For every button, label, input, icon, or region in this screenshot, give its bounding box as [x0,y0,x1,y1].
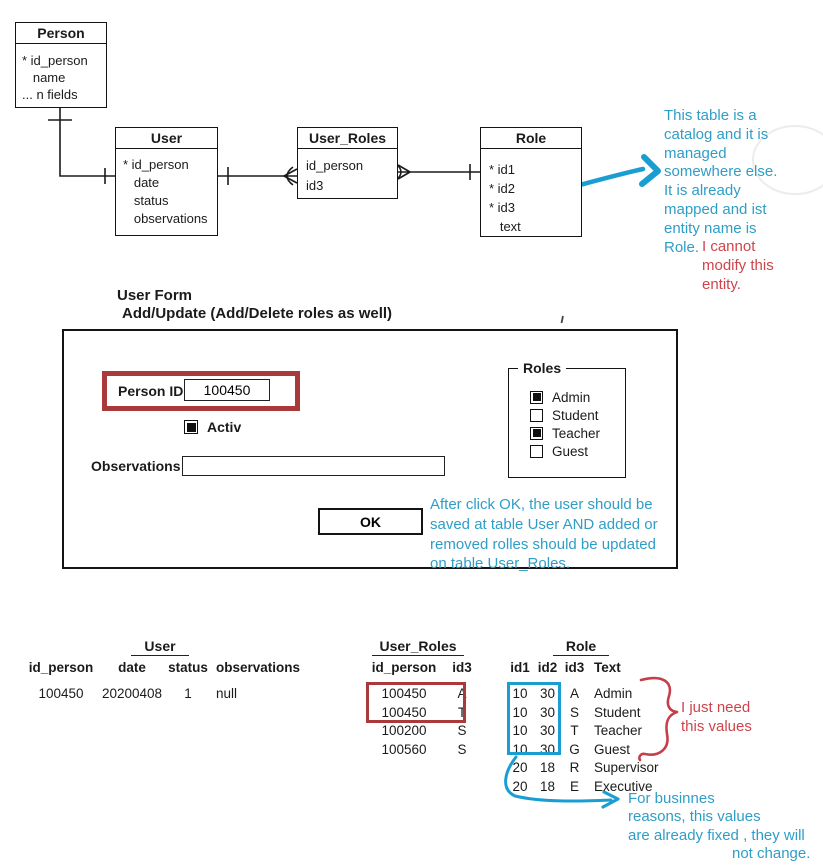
cell: T [570,723,579,739]
cell: S [457,741,467,757]
note-line: For businnes [628,790,715,807]
cell: 18 [539,778,556,794]
cell: A [457,686,467,701]
entity-field: date [123,175,160,190]
table-title-wrap [506,638,656,660]
entity-field: * id_person [123,157,189,172]
person-id-label: Person ID [118,383,184,399]
cell: G [569,741,580,757]
cell: 100450 [381,686,427,701]
entity-field: ... n fields [22,87,78,102]
role-ids-highlight-box [507,682,561,755]
cannot-modify-note [702,237,774,294]
user-userroles-connector [218,167,297,185]
cell: Executive [594,778,653,794]
cell: S [457,723,467,739]
checkbox-row-student [530,406,625,424]
entity-field: observations [123,211,208,226]
note-line: removed rolles should be updated [430,535,656,553]
note-line: This table is a [664,107,757,124]
checkbox-guest[interactable] [530,445,543,458]
note-line: After click OK, the user should be [430,496,653,513]
table-title: User_Roles [372,638,463,656]
note-line: reasons, this values [628,808,761,826]
cell: T [457,704,467,720]
cell: 100450 [38,686,84,701]
checkbox-label: Admin [552,389,591,405]
table-header-row [20,660,310,682]
column-header: Text [594,660,621,675]
table-header-row [506,660,680,682]
entity-fields [298,149,397,196]
note-line: mapped and ist [664,200,767,218]
entity-field: * id3 [489,200,516,215]
user-form-subtitle: Add/Update (Add/Delete roles as well) [122,305,393,322]
user-roles-highlight-box [366,682,466,723]
cell: A [569,686,579,701]
user-data-table [20,660,310,708]
cell: 10 [512,704,528,720]
user-form-title: User Form [117,287,193,304]
cell: 20 [512,778,528,794]
cell: 100560 [381,741,427,757]
cell: R [569,760,580,776]
activ-checkbox-row [184,418,241,436]
observations-input[interactable] [182,456,445,476]
entity-field: name [22,70,66,85]
fixed-values-note [628,790,810,863]
checkbox-teacher[interactable] [530,427,543,440]
cell: 30 [539,723,556,739]
checkbox-row-teacher [530,424,625,442]
roles-legend: Roles [523,360,562,376]
column-header: id_person [371,660,437,675]
checkbox-label: Guest [552,444,589,460]
note-line: It is already [664,182,741,200]
cell: Supervisor [594,760,659,776]
column-header: observations [216,660,301,675]
userroles-role-connector [395,163,480,181]
entity-field: text [489,219,521,234]
checkbox-fill [533,393,541,401]
cell: 10 [512,723,528,739]
table-title: User [131,638,188,656]
table-row [20,686,310,708]
cell: E [569,778,579,794]
column-header: id1 [510,660,530,675]
note-line: this values [681,717,752,735]
cell: Guest [594,741,631,757]
cell: Admin [594,686,633,701]
entity-title: User_Roles [298,128,397,149]
entity-field: id_person [306,158,364,173]
roles-fieldset [508,360,626,478]
cell: 20 [512,760,528,776]
roles-checklist [509,376,625,461]
entity-field: status [123,193,169,208]
column-header: id2 [537,660,558,675]
note-line: on table User_Roles. [430,555,571,573]
column-header: date [118,660,146,675]
note-line: managed [664,144,727,162]
note-line: I cannot [702,238,756,255]
table-title-wrap [362,638,474,660]
cell: 30 [539,704,556,720]
role-catalog-note [664,107,777,257]
checkbox-activ[interactable] [184,420,198,434]
note-line: Role. [664,238,700,256]
note-line: catalog and it is [664,125,769,143]
checkbox-fill [533,429,541,437]
note-line: are already fixed , they will [628,826,805,844]
user-data-table-block [20,638,310,708]
checkbox-row-guest [530,443,625,461]
cell: Student [594,704,641,720]
checkbox-label: Teacher [552,425,601,441]
checkbox-label: Student [552,407,599,423]
cell: 30 [539,686,556,701]
table-title-wrap [20,638,300,660]
entity-fields [481,149,581,236]
entity-field: * id2 [489,181,516,196]
cell: 100200 [381,723,427,739]
checkbox-label: Activ [207,419,242,436]
note-line: entity. [702,276,741,293]
note-line: I just need [681,699,751,716]
table-header-row [362,660,478,682]
entity-field: * id_person [22,53,88,68]
cell: S [569,704,579,720]
stray-mark [562,316,564,323]
user-roles-entity [297,127,398,199]
column-header: id3 [564,660,585,675]
entity-title: Role [481,128,581,149]
column-header: id3 [452,660,472,675]
note-line: entity name is [664,219,757,237]
note-line: somewhere else. [664,163,778,181]
column-header: id_person [28,660,94,675]
person-id-highlight-box [102,371,300,411]
table-row [506,760,680,779]
column-header: status [168,660,208,675]
entity-field: * id1 [489,162,516,177]
checkbox-row-admin [530,388,625,406]
cell: 20200408 [102,686,163,701]
person-entity [15,22,107,108]
checkbox-row-activ [184,418,241,436]
cell: 30 [539,741,556,757]
cell: 100450 [381,704,427,720]
entity-fields [116,149,217,228]
note-line: modify this [702,257,774,274]
note-line: saved at table User AND added or [430,515,658,533]
cell: 10 [512,686,528,701]
cell: 1 [184,686,192,701]
ok-note [430,495,658,574]
entity-fields [16,44,106,103]
entity-title: User [116,128,217,149]
ok-button[interactable]: OK [318,508,423,535]
entity-title: Person [16,23,106,44]
cell: 18 [539,760,556,776]
checkbox-student[interactable] [530,409,543,422]
cell: Teacher [594,723,643,739]
note-line: not change. [732,844,811,862]
table-row [362,723,478,742]
role-entity [480,127,582,237]
cell: null [216,686,238,701]
user-entity [115,127,218,236]
person-user-connector [48,108,115,184]
observations-label: Observations [91,458,181,474]
need-values-note [681,699,752,736]
checkbox-admin[interactable] [530,391,543,404]
entity-field: id3 [306,178,324,193]
cell: 10 [512,741,528,757]
checkbox-fill [187,423,196,432]
table-title: Role [553,638,609,656]
table-row [362,742,478,761]
